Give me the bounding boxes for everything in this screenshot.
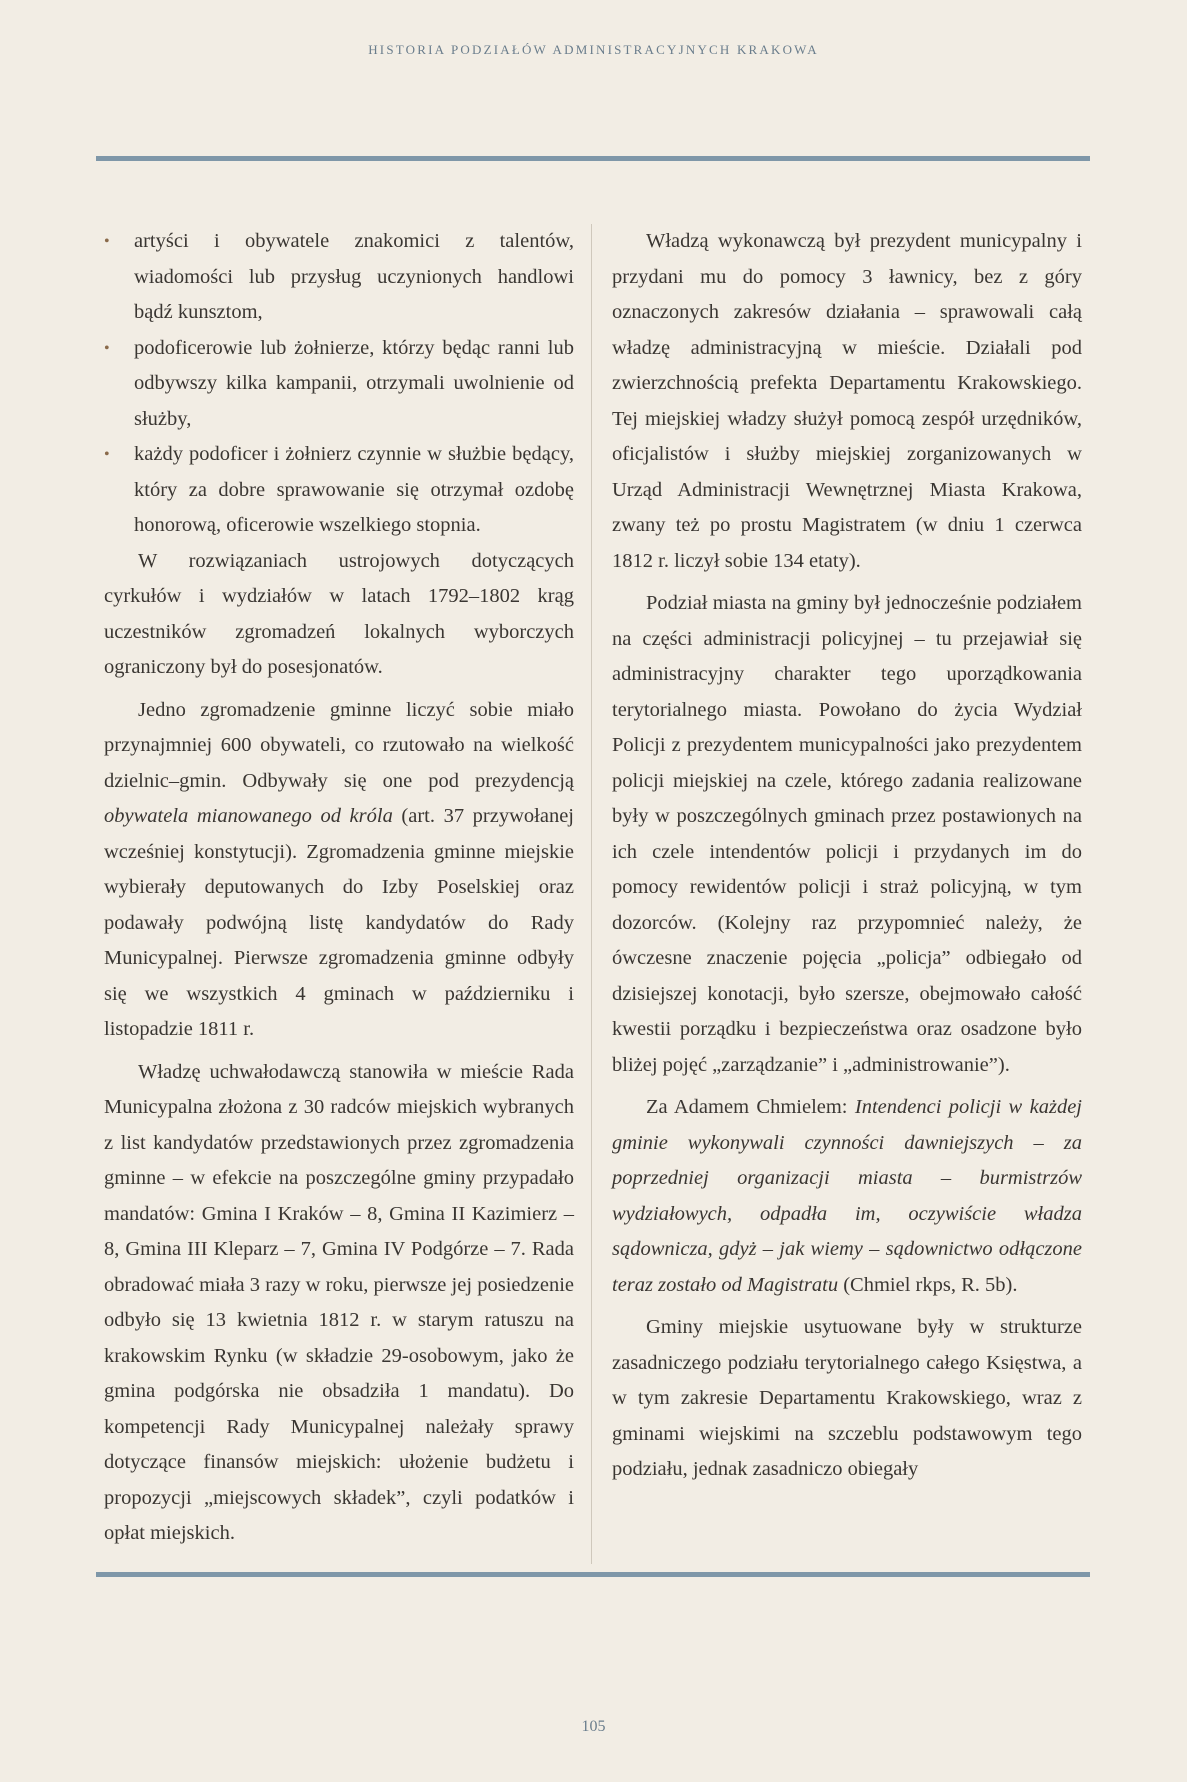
page-number: 105 <box>581 1718 606 1735</box>
paragraph-text: Jedno zgromadzenie gminne liczyć sobie miało przynajmniej 600 obywateli, co rzutowało na wielkość dzielnic–gmin. Odbywały się one pod prezydencją <box>104 698 574 792</box>
eligibility-list <box>104 224 574 544</box>
top-rule <box>96 156 1090 161</box>
bottom-rule <box>96 1572 1090 1577</box>
paragraph <box>612 1090 1082 1303</box>
paragraph: Podział miasta na gminy był jednocześnie podziałem na części administracji policyjnej – tu przejawiał się administracyjny charakter tego uporządkowania terytorialnego miasta. Powołano do życia Wydział Policji z prezydentem municypalności jako prezydentem policji miejskiej na czele, którego zadania realizowane były w poszczególnych gminach przez postawionych na ich czele intendentów policji i przydanych im do pomocy rewidentów policji i straż policyjną, w tym dozorców. (Kolejny raz przypomnieć należy, że ówczesne znaczenie pojęcia „policja” odbiegało od dzisiejszej konotacji, było szersze, obejmowało całość kwestii porządku i bezpieczeństwa oraz osadzone było bliżej pojęć „zarządzanie” i „administrowanie”). <box>612 592 1082 1076</box>
emphasis-text: obywatela mianowanego od króla <box>104 805 393 827</box>
paragraph: Władzę uchwałodawczą stanowiła w mieście Rada Municypalna złożona z 30 radców miejskich wybranych z list kandydatów przedstawionych przez zgromadzenia gminne – w efekcie na poszczególne gminy przypadało mandatów: Gmina I Kraków – 8, Gmina II Kazimierz – 8, Gmina III Kleparz – 7, Gmina IV Podgórze – 7. Rada obradować miała 3 razy w roku, pierwsze jej posiedzenie odbyło się 13 kwietnia 1812 r. w starym ratuszu na krakowskim Rynku (w składzie 29-osobowym, jako że gmina podgórska nie obsadziła 1 mandatu). Do kompetencji Rady Municypalnej należały sprawy dotyczące finansów miejskich: ułożenie budżetu i propozycji „miejscowych składek”, czyli podatków i opłat miejskich. <box>104 1060 574 1544</box>
paragraph-text: (art. 37 przywołanej wcześniej konstytucji). Zgromadzenia gminne miejskie wybierały deputowanych do Izby Poselskiej oraz podawały podwójną listę kandydatów do Rady Municypalnej. Pierwsze zgromadzenia gminne odbyły się we wszystkich 4 gminach w październiku i listopadzie 1811 r. <box>104 805 574 1040</box>
paragraph <box>104 693 574 1048</box>
list-item: • artyści i obywatele znakomici z talentów, wiadomości lub przysług uczynionych handlowi bądź kunsztom, <box>104 224 574 331</box>
list-item: • każdy podoficer i żołnierz czynnie w służbie będący, który za dobre sprawowanie się otrzymał ozdobę honorową, oficerowie wszelkiego stopnia. <box>104 437 574 544</box>
right-column <box>612 224 1082 1488</box>
running-title: HISTORIA PODZIAŁÓW ADMINISTRACYJNYCH KRAKOWA <box>368 42 819 57</box>
paragraph: W rozwiązaniach ustrojowych dotyczących cyrkułów i wydziałów w latach 1792–1802 krąg uczestników zgromadzeń lokalnych wyborczych ograniczony był do posesjonatów. <box>104 549 574 678</box>
paragraph-text: Za Adamem Chmielem: <box>646 1096 855 1118</box>
paragraph-text: (Chmiel rkps, R. 5b). <box>838 1273 1018 1296</box>
paragraph: Władzą wykonawczą był prezydent municypalny i przydani mu do pomocy 3 ławnicy, bez z góry oznaczonych zakresów działania – sprawowali całą władzę administracyjną w mieście. Działali pod zwierzchnością prefekta Departamentu Krakowskiego. Tej miejskiej władzy służył pomocą zespół urzędników, oficjalistów i służby miejskiej zorganizowanych w Urząd Administracji Wewnętrznej Miasta Krakowa, zwany też po prostu Magistratem (w dniu 1 czerwca 1812 r. liczył sobie 134 etaty). <box>612 230 1082 572</box>
paragraph: Gminy miejskie usytuowane były w strukturze zasadniczego podziału terytorialnego całego Księstwa, a w tym zakresie Departamentu Krakowskiego, wraz z gminami wiejskimi na szczeblu podstawowym tego podziału, jednak zasadniczo obiegały <box>612 1316 1082 1480</box>
left-column <box>104 224 574 1552</box>
quotation-text: Intendenci policji w każdej gminie wykonywali czynności dawniejszych – za poprzedniej organizacji miasta – burmistrzów wydziałowych, odpadła im, oczywiście władza sądownicza, gdyż – jak wiemy – sądownictwo odłączone teraz zostało od Magistratu <box>612 1096 1082 1296</box>
list-item: • podoficerowie lub żołnierze, którzy będąc ranni lub odbywszy kilka kampanii, otrzymali uwolnienie od służby, <box>104 331 574 438</box>
column-divider <box>591 224 592 1564</box>
